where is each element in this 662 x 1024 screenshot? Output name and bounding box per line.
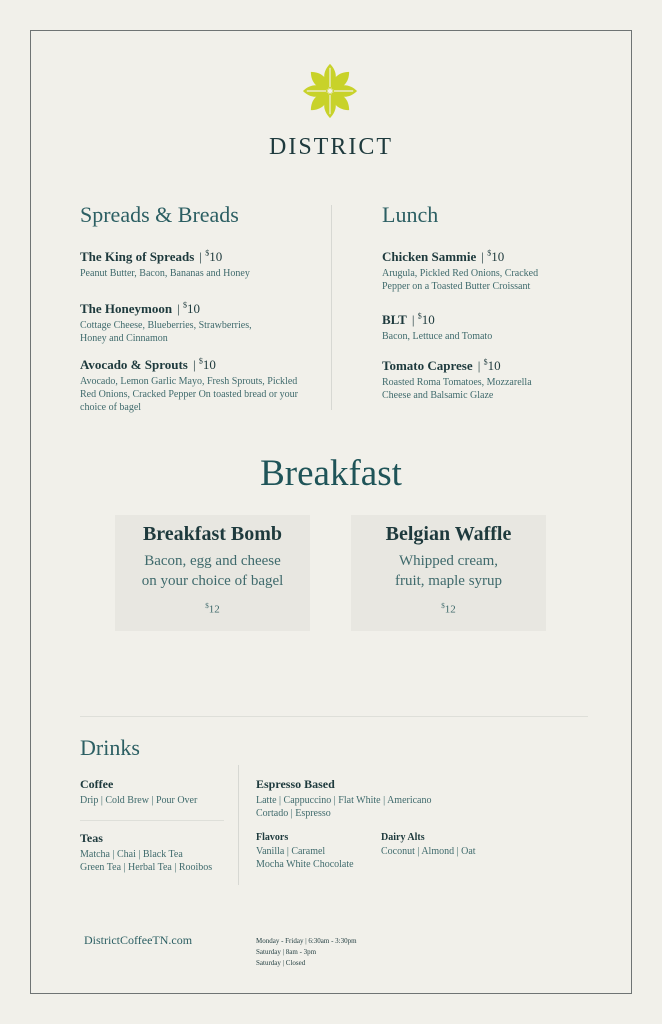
breakfast-card <box>115 515 310 631</box>
item-name: The King of Spreads <box>80 249 195 264</box>
item-name: Avocado & Sprouts <box>80 357 188 372</box>
drinks-divider <box>238 765 239 885</box>
drinks-title: Drinks <box>80 735 140 760</box>
drink-group-dairy: Dairy Alts Coconut | Almond | Oat <box>381 832 476 857</box>
brand-name: DISTRICT <box>269 134 393 160</box>
item-name: Tomato Caprese <box>382 358 473 373</box>
menu-item: The King of Spreads | $10 Peanut Butter, Bacon, Bananas and Honey <box>80 246 310 280</box>
spreads-title: Spreads & Breads <box>80 202 239 227</box>
item-price: $10 <box>183 300 201 316</box>
breakfast-title: Breakfast <box>260 453 402 494</box>
menu-item: Tomato Caprese | $10 Roasted Roma Tomatoes, Mozzarella Cheese and Balsamic Glaze <box>382 355 552 402</box>
card-title: Breakfast Bomb <box>142 523 283 545</box>
menu-item: Chicken Sammie | $10 Arugula, Pickled Red Onions, Cracked Pepper on a Toasted Butter Croissant <box>382 246 562 293</box>
card-price: $12 <box>205 602 220 616</box>
business-hours: Monday - Friday | 6:30am - 3:30pm Saturday | 8am - 3pm Saturday | Closed <box>256 937 357 967</box>
item-price: $10 <box>417 311 435 327</box>
flower-logo-icon <box>300 62 360 120</box>
column-divider <box>331 205 332 410</box>
menu-item: BLT | $10 Bacon, Lettuce and Tomato <box>382 309 562 343</box>
item-name: The Honeymoon <box>80 301 173 316</box>
item-price: $10 <box>205 248 223 264</box>
item-description: Arugula, Pickled Red Onions, Cracked Pepper on a Toasted Butter Croissant <box>382 268 539 292</box>
drink-group-coffee: Coffee Drip | Cold Brew | Pour Over <box>80 777 198 806</box>
item-price: $10 <box>198 356 216 372</box>
item-description: Roasted Roma Tomatoes, Mozzarella Cheese and Balsamic Glaze <box>382 377 532 401</box>
card-title: Belgian Waffle <box>385 523 512 545</box>
item-name: Chicken Sammie <box>382 249 477 264</box>
item-price: $10 <box>483 357 501 373</box>
card-description: Bacon, egg and cheese on your choice of bagel <box>141 553 284 589</box>
drink-group-flavors: Flavors Vanilla | Caramel Mocha White Chocolate <box>256 832 354 870</box>
lunch-title: Lunch <box>382 202 439 227</box>
drink-group-espresso: Espresso Based Latte | Cappuccino | Flat White | Americano Cortado | Espresso <box>256 777 432 819</box>
item-description: Bacon, Lettuce and Tomato <box>382 331 493 342</box>
menu-item: The Honeymoon | $10 Cottage Cheese, Blueberries, Strawberries, Honey and Cinnamon <box>80 298 280 345</box>
menu-item: Avocado & Sprouts | $10 Avocado, Lemon Garlic Mayo, Fresh Sprouts, Pickled Red Onions, Cracked Pepper On toasted bread or your choice of bagel <box>80 354 302 414</box>
breakfast-card <box>351 515 546 631</box>
website-link[interactable]: DistrictCoffeeTN.com <box>84 933 193 947</box>
item-description: Cottage Cheese, Blueberries, Strawberries, Honey and Cinnamon <box>80 320 252 344</box>
drink-group-teas: Teas Matcha | Chai | Black Tea Green Tea | Herbal Tea | Rooibos <box>80 831 213 873</box>
card-description: Whipped cream, fruit, maple syrup <box>394 553 503 589</box>
drink-divider <box>80 820 224 821</box>
section-divider <box>80 716 588 717</box>
item-name: BLT <box>382 312 407 327</box>
item-price: $10 <box>487 248 505 264</box>
item-description: Peanut Butter, Bacon, Bananas and Honey <box>80 268 250 279</box>
card-price: $12 <box>441 602 456 616</box>
item-description: Avocado, Lemon Garlic Mayo, Fresh Sprouts, Pickled Red Onions, Cracked Pepper On toasted bread or your choice of bagel <box>80 376 298 413</box>
